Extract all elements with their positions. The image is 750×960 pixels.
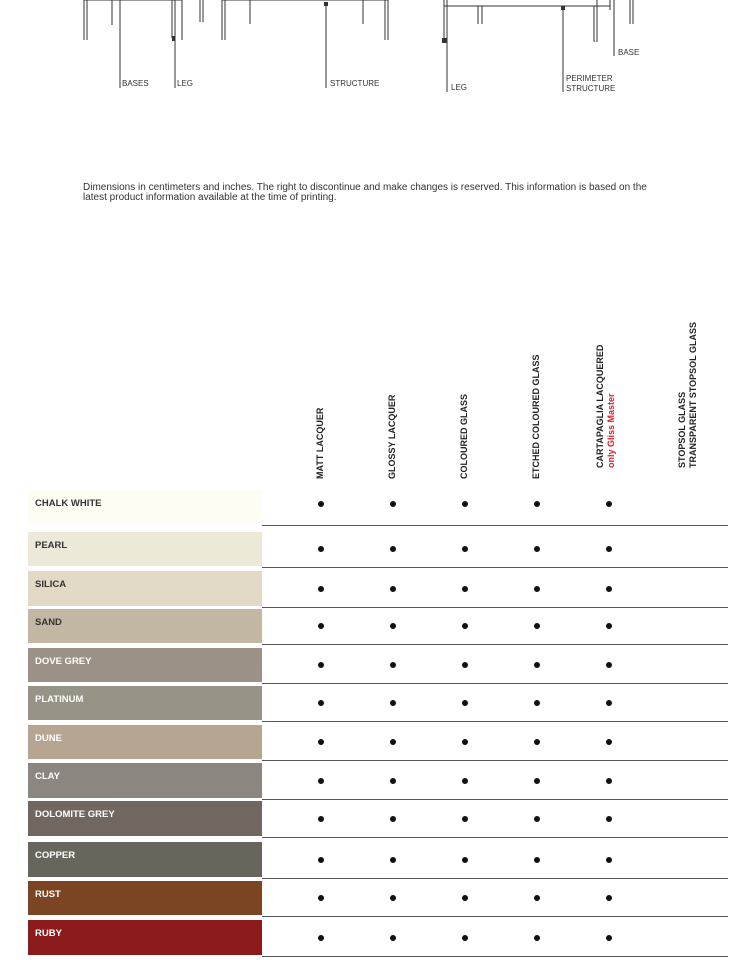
availability-dot bbox=[390, 700, 396, 706]
color-swatch bbox=[28, 686, 262, 720]
availability-dot bbox=[606, 586, 612, 592]
availability-dot bbox=[318, 546, 324, 552]
color-swatch bbox=[28, 648, 262, 682]
label-perimeter: PERIMETER bbox=[566, 74, 613, 83]
color-swatch bbox=[28, 532, 262, 566]
availability-dot bbox=[390, 857, 396, 863]
availability-dot bbox=[318, 857, 324, 863]
label-leg-2: LEG bbox=[451, 83, 468, 92]
availability-dot bbox=[534, 586, 540, 592]
availability-dot bbox=[606, 501, 612, 507]
availability-dot bbox=[534, 700, 540, 706]
availability-dot bbox=[318, 895, 324, 901]
color-name: RUBY bbox=[35, 928, 62, 939]
availability-dot bbox=[606, 546, 612, 552]
availability-dot bbox=[606, 739, 612, 745]
availability-dot bbox=[534, 857, 540, 863]
availability-dot bbox=[606, 895, 612, 901]
color-name: CLAY bbox=[35, 771, 60, 782]
availability-dot bbox=[534, 778, 540, 784]
availability-dot bbox=[390, 895, 396, 901]
color-swatch bbox=[28, 920, 262, 955]
row-divider bbox=[262, 837, 728, 838]
availability-dot bbox=[462, 895, 468, 901]
table-drawing bbox=[0, 0, 750, 100]
color-swatch bbox=[28, 801, 262, 836]
availability-dot bbox=[534, 739, 540, 745]
availability-dot bbox=[462, 857, 468, 863]
color-name: CHALK WHITE bbox=[35, 498, 102, 509]
availability-dot bbox=[462, 623, 468, 629]
availability-dot bbox=[390, 739, 396, 745]
availability-dot bbox=[318, 662, 324, 668]
availability-dot bbox=[606, 935, 612, 941]
color-swatch bbox=[28, 763, 262, 798]
column-label: MATT LACQUER bbox=[315, 407, 325, 479]
label-leg: LEG bbox=[177, 79, 194, 88]
color-name: SAND bbox=[35, 617, 62, 628]
availability-dot bbox=[606, 816, 612, 822]
availability-dot bbox=[318, 816, 324, 822]
column-label: ETCHED COLOURED GLASS bbox=[531, 354, 541, 479]
label-bases: BASES bbox=[122, 79, 149, 88]
availability-dot bbox=[318, 778, 324, 784]
availability-dot bbox=[390, 816, 396, 822]
label-perimeter-structure: STRUCTURE bbox=[566, 84, 616, 93]
availability-dot bbox=[534, 662, 540, 668]
availability-dot bbox=[390, 778, 396, 784]
row-divider bbox=[262, 721, 728, 722]
row-divider bbox=[262, 916, 728, 917]
availability-dot bbox=[462, 501, 468, 507]
availability-dot bbox=[390, 935, 396, 941]
availability-dot bbox=[534, 546, 540, 552]
color-name: PLATINUM bbox=[35, 694, 84, 705]
color-name: COPPER bbox=[35, 850, 76, 861]
row-divider bbox=[262, 567, 728, 568]
column-sublabel: only Gliss Master bbox=[606, 393, 616, 468]
availability-dot bbox=[606, 857, 612, 863]
color-name: DOLOMITE GREY bbox=[35, 809, 115, 820]
row-divider bbox=[262, 878, 728, 879]
row-divider bbox=[262, 525, 728, 526]
availability-dot bbox=[318, 935, 324, 941]
availability-dot bbox=[390, 586, 396, 592]
color-swatch bbox=[28, 490, 262, 524]
color-name: SILICA bbox=[35, 579, 67, 590]
availability-dot bbox=[462, 935, 468, 941]
availability-dot bbox=[462, 662, 468, 668]
availability-dot bbox=[462, 586, 468, 592]
availability-dot bbox=[318, 586, 324, 592]
color-swatch bbox=[28, 881, 262, 915]
color-swatch bbox=[28, 609, 262, 643]
availability-dot bbox=[462, 816, 468, 822]
color-swatch bbox=[28, 725, 262, 759]
availability-dot bbox=[606, 700, 612, 706]
availability-dot bbox=[390, 623, 396, 629]
availability-dot bbox=[534, 895, 540, 901]
column-label: GLOSSY LACQUER bbox=[387, 394, 397, 479]
availability-dot bbox=[534, 816, 540, 822]
color-swatch bbox=[28, 842, 262, 877]
row-divider bbox=[262, 956, 728, 957]
availability-dot bbox=[390, 546, 396, 552]
availability-dot bbox=[318, 501, 324, 507]
row-divider bbox=[262, 607, 728, 608]
color-name: PEARL bbox=[35, 540, 68, 551]
label-structure: STRUCTURE bbox=[330, 79, 380, 88]
availability-dot bbox=[534, 935, 540, 941]
availability-dot bbox=[390, 662, 396, 668]
color-name: DOVE GREY bbox=[35, 656, 92, 667]
availability-dot bbox=[534, 501, 540, 507]
availability-dot bbox=[462, 700, 468, 706]
label-base: BASE bbox=[618, 48, 640, 57]
color-name: RUST bbox=[35, 889, 61, 900]
availability-dot bbox=[606, 662, 612, 668]
row-divider bbox=[262, 799, 728, 800]
availability-dot bbox=[462, 546, 468, 552]
row-divider bbox=[262, 760, 728, 761]
disclaimer-text: Dimensions in centimeters and inches. The right to discontinue and make changes is reserved. This information is based on the latest product information available at the time of printing. bbox=[83, 182, 647, 203]
availability-dot bbox=[606, 778, 612, 784]
column-label: CARTAPAGLIA LACQUERED bbox=[595, 344, 605, 468]
color-name: DUNE bbox=[35, 733, 62, 744]
availability-dot bbox=[462, 739, 468, 745]
availability-dot bbox=[318, 739, 324, 745]
availability-dot bbox=[462, 778, 468, 784]
availability-dot bbox=[318, 623, 324, 629]
color-swatch bbox=[28, 571, 262, 606]
row-divider bbox=[262, 644, 728, 645]
column-label: COLOURED GLASS bbox=[459, 393, 469, 479]
availability-dot bbox=[534, 623, 540, 629]
availability-dot bbox=[318, 700, 324, 706]
column-label-2: TRANSPARENT STOPSOL GLASS bbox=[688, 321, 698, 468]
availability-dot bbox=[390, 501, 396, 507]
row-divider bbox=[262, 683, 728, 684]
availability-dot bbox=[606, 623, 612, 629]
column-label: STOPSOL GLASS bbox=[677, 391, 687, 468]
